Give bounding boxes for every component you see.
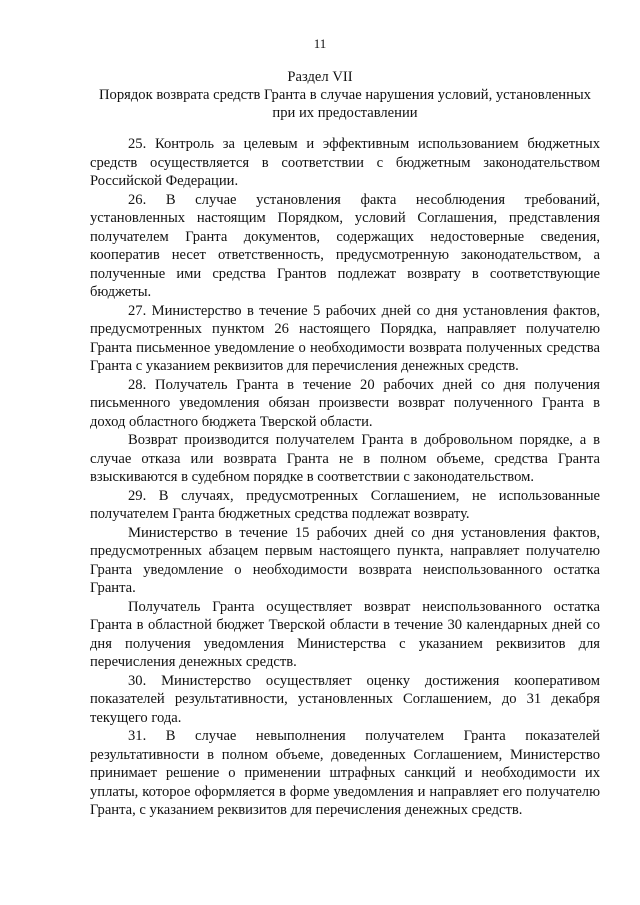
page-number: 11 (313, 36, 327, 51)
section-heading: Порядок возврата средств Гранта в случае нарушения условий, установленных при их предоставлении (99, 87, 591, 121)
paragraph-28-return: Возврат производится получателем Гранта в добровольном порядке, а в случае отказа или возврата Гранта не в полном объеме, средства Гранта взыскиваются в судебном порядке в соответствии с законодательством. (90, 432, 600, 485)
document-body (90, 135, 600, 820)
paragraph-27: 27. Министерство в течение 5 рабочих дней со дня установления фактов, предусмотренных пунктом 26 настоящего Порядка, направляет получателю Гранта письменное уведомление о необходимости возврата полученных средства Гранта с указанием реквизитов для перечисления денежных средств. (90, 302, 600, 374)
paragraph-26: 26. В случае установления факта несоблюдения требований, установленных настоящим Порядком, условий Соглашения, представления получателем Гранта документов, содержащих недостоверные сведения, кооператив несет ответственность, предусмотренную законодательством, а полученные ими средства Грантов подлежат возврату в соответствующие бюджеты. (90, 191, 600, 300)
paragraph-29-ministry: Министерство в течение 15 рабочих дней со дня установления фактов, предусмотренных абзацем первым настоящего пункта, направляет получателю Гранта уведомление о необходимости возврата неиспользованного остатка Гранта. (90, 524, 600, 596)
paragraph-29-recipient: Получатель Гранта осуществляет возврат неиспользованного остатка Гранта в областной бюджет Тверской области в течение 30 календарных дней со дня получения уведомления Министерства с указанием реквизитов для перечисления денежных средств. (90, 598, 600, 670)
paragraph-30: 30. Министерство осуществляет оценку достижения кооперативом показателей результативности, установленных Соглашением, до 31 декабря текущего года. (90, 672, 600, 726)
paragraph-31: 31. В случае невыполнения получателем Гранта показателей результативности в полном объеме, доведенных Соглашением, Министерство принимает решение о применении штрафных санкций и необходимости их уплаты, которое оформляется в форме уведомления и направляет его получателю Гранта, с указанием реквизитов для перечисления денежных средств. (90, 728, 600, 818)
section-title: Раздел VII (287, 69, 353, 85)
paragraph-28: 28. Получатель Гранта в течение 20 рабочих дней со дня получения письменного уведомления обязан произвести возврат полученного Гранта в доход областного бюджета Тверской области. (90, 376, 600, 430)
paragraph-29: 29. В случаях, предусмотренных Соглашением, не использованные получателем Гранта бюджетных средства подлежат возврату. (90, 487, 600, 522)
paragraph-25: 25. Контроль за целевым и эффективным использованием бюджетных средств осуществляется в соответствии с бюджетным законодательством Российской Федерации. (90, 136, 600, 189)
